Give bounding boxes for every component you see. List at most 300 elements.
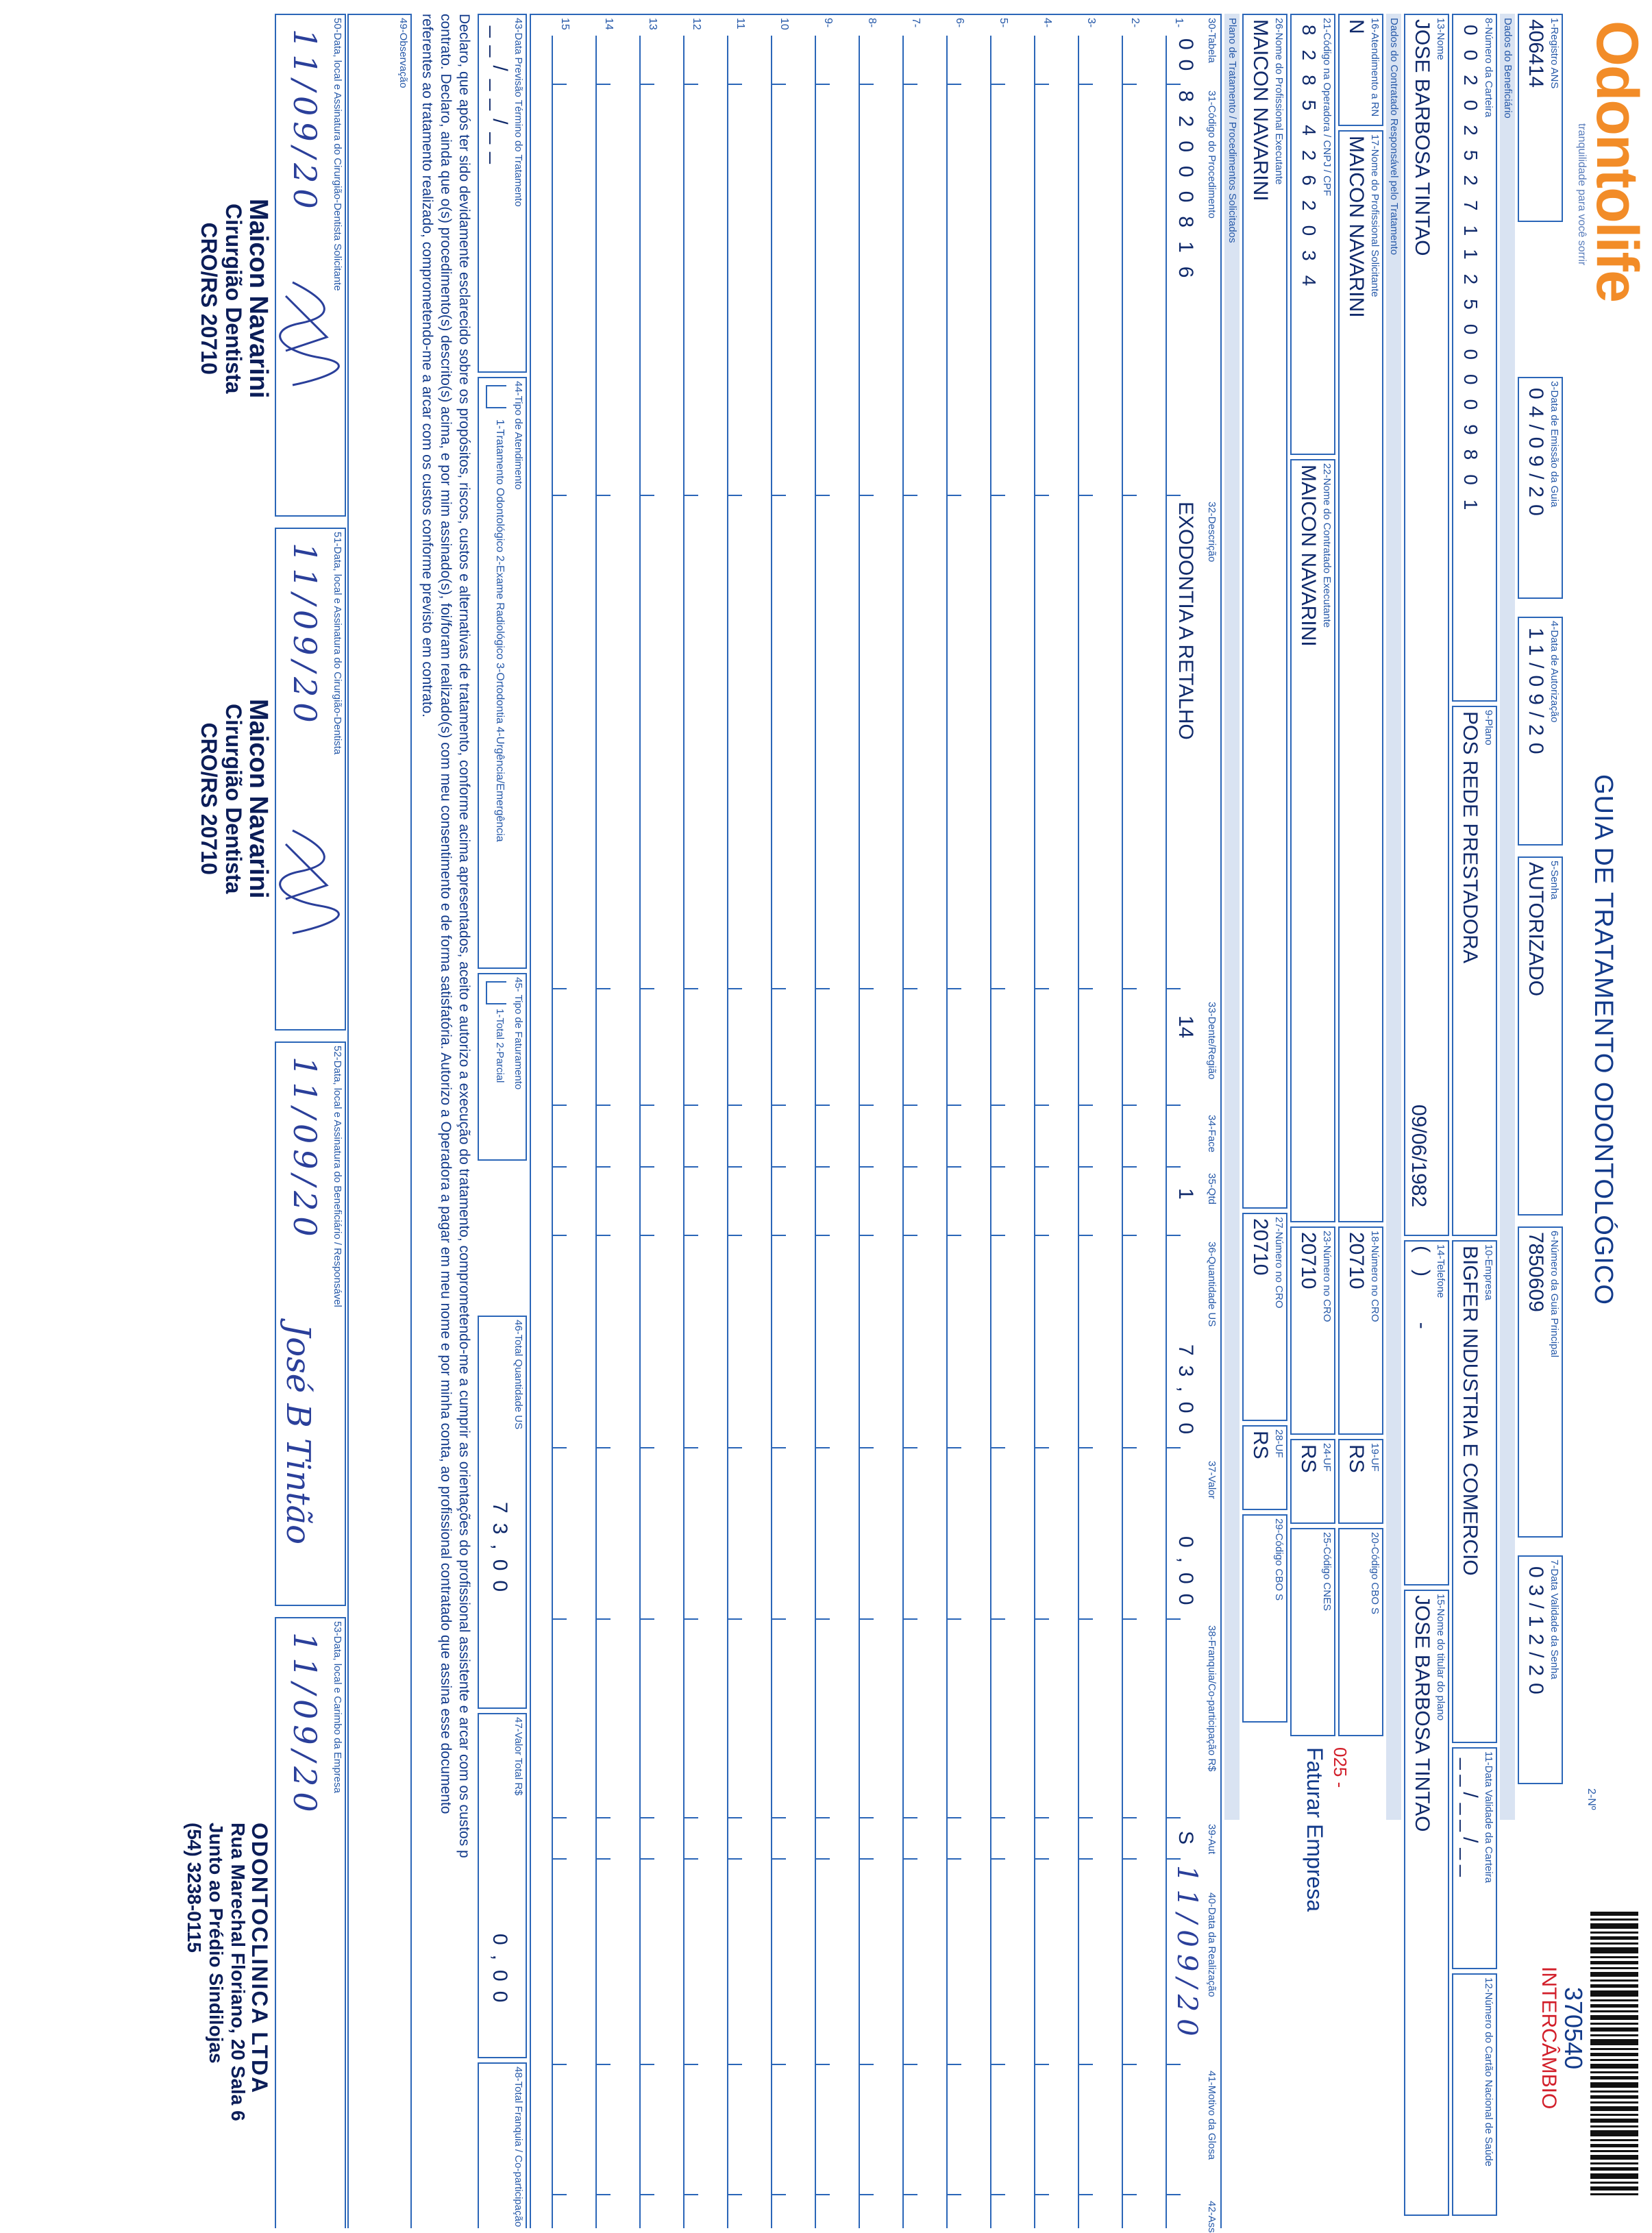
- cell-tick: [815, 84, 830, 85]
- cell-tick: [859, 1235, 874, 1236]
- cell-tick: [771, 1858, 786, 1860]
- signature-53: 53-Data, local e Carimbo da Empresa 11/09/20: [275, 1617, 346, 2228]
- cell-tick: [902, 1858, 917, 1860]
- cell-tick: [683, 2064, 698, 2065]
- cell-tick: [1078, 2064, 1093, 2065]
- cell-tick: [1078, 495, 1093, 496]
- hdr-ass: 42-Ass: [1206, 2201, 1218, 2233]
- table-row: [981, 15, 1024, 2228]
- cell-tick: [595, 84, 611, 85]
- row-number: 9-: [822, 18, 834, 28]
- row-underline: [1034, 36, 1035, 2228]
- signature-52: 52-Data, local e Assinatura do Beneficiário / Responsável 11/09/20 José B Tintão: [275, 1041, 346, 1606]
- cell-tick: [1166, 1817, 1181, 1818]
- cell-tick: [1078, 988, 1093, 989]
- row-underline: [815, 36, 816, 2228]
- field-total-us: 46-Total Quantidade US 73,00: [478, 1316, 527, 1709]
- data-autorizacao-value: 11/09/20: [1525, 628, 1547, 761]
- cell-tick: [727, 1858, 742, 1860]
- cell-tick: [859, 2194, 874, 2195]
- table-row: [717, 15, 761, 2228]
- cell-tick: [990, 1858, 1005, 1860]
- termino-value: __/__/__: [489, 26, 511, 172]
- cell-tick: [990, 1447, 1005, 1448]
- cell-tick: [946, 1817, 961, 1818]
- note-code: 025 -: [1330, 1747, 1351, 1788]
- stamp-1-cro: CRO/RS 20710: [197, 222, 221, 375]
- cell-tick: [683, 1166, 698, 1168]
- hdr-glosa: 41-Motivo da Glosa: [1206, 2071, 1218, 2160]
- cell-tick: [815, 1166, 830, 1168]
- hdr-face: 34-Face: [1206, 1115, 1218, 1153]
- rn-value: N: [1345, 19, 1368, 34]
- cell-tick: [595, 1858, 611, 1860]
- field-senha: 5-Senha AUTORIZADO: [1518, 856, 1563, 1216]
- clinic-stamp: [183, 1823, 271, 2121]
- barcode-icon: [1590, 1912, 1638, 2199]
- field-cro3: 27-Número no CRO 20710: [1242, 1213, 1287, 1421]
- field-termino: 43-Data Previsão Término do Tratamento __/__/__: [478, 14, 527, 373]
- field-uf3: 28-UF RS: [1242, 1425, 1287, 1510]
- row-underline: [990, 36, 991, 2228]
- cell-tick: [595, 1817, 611, 1818]
- field-cnes: 25-Código CNES: [1290, 1528, 1335, 1736]
- field-cbo3: 29-Código CBO S: [1242, 1514, 1287, 1723]
- cell-tick: [1166, 1235, 1181, 1236]
- cell-tick: [1122, 2064, 1137, 2065]
- cell-tick: [990, 1166, 1005, 1168]
- table-row: [630, 15, 674, 2228]
- cell-tick: [1166, 2194, 1181, 2195]
- row-number: 11: [735, 18, 746, 29]
- cell-tick: [946, 988, 961, 989]
- cell-tick: [1034, 1235, 1049, 1236]
- validade-senha-value: 03/12/20: [1525, 1566, 1547, 1701]
- cell-tick: [1078, 84, 1093, 85]
- cell-tick: [1122, 1618, 1137, 1620]
- cell-tick: [683, 2194, 698, 2195]
- cell-tick: [946, 1618, 961, 1620]
- row-underline: [1166, 36, 1167, 2228]
- cell-tick: [859, 1105, 874, 1106]
- cell-tick: [990, 2064, 1005, 2065]
- row-number: 8-: [866, 18, 878, 28]
- cell-tick: [639, 84, 654, 85]
- cell-tick: [595, 1447, 611, 1448]
- cell-tick: [552, 2064, 567, 2065]
- row-number: 12: [691, 18, 702, 30]
- cell-tick: [946, 1858, 961, 1860]
- cell-tick: [1166, 1618, 1181, 1620]
- cell-tick: [1034, 1166, 1049, 1168]
- hdr-franquia: 38-Franquia/Co-participação R$: [1206, 1625, 1218, 1772]
- cell-tick: [815, 2064, 830, 2065]
- cell-tick: [727, 1447, 742, 1448]
- procedures-header-row: [1200, 15, 1220, 2233]
- cell-tick: [1166, 1447, 1181, 1448]
- cell-tick: [990, 1817, 1005, 1818]
- row1-tabela: 00: [1174, 38, 1197, 81]
- prof-solicitante-value: MAICON NAVARINI: [1345, 136, 1368, 318]
- field-franquia-total: 48-Total Franquia / Co-participação: [478, 2062, 527, 2228]
- logo: [1571, 21, 1650, 377]
- cell-tick: [990, 1618, 1005, 1620]
- stamp-2-role: Cirurgião Dentista: [221, 704, 246, 894]
- cell-tick: [1122, 1166, 1137, 1168]
- cell-tick: [595, 1618, 611, 1620]
- cell-tick: [552, 1858, 567, 1860]
- cell-tick: [1122, 1858, 1137, 1860]
- field-cnpj: 21-Código na Operadora / CNPJ / CPF 82854262034: [1290, 14, 1335, 455]
- cell-tick: [552, 1618, 567, 1620]
- tipo-faturamento-checkbox[interactable]: [486, 981, 506, 1004]
- row1-codigo: 82000816: [1174, 90, 1197, 292]
- stamp-1-role: Cirurgião Dentista: [221, 203, 246, 394]
- table-row: [893, 15, 937, 2228]
- field-guia-principal: 6-Número da Guia Principal 7850609: [1518, 1226, 1563, 1538]
- cell-tick: [639, 1817, 654, 1818]
- table-row: [937, 15, 981, 2228]
- cell-tick: [1034, 1858, 1049, 1860]
- cell-tick: [859, 1618, 874, 1620]
- cell-tick: [815, 2194, 830, 2195]
- cro2-value: 20710: [1297, 1232, 1320, 1290]
- cell-tick: [552, 988, 567, 989]
- field-executante: 26-Nome do Profissional Executante MAICON NAVARINI: [1242, 14, 1287, 1209]
- cell-tick: [683, 1105, 698, 1106]
- cell-tick: [815, 1447, 830, 1448]
- cell-tick: [552, 84, 567, 85]
- row-underline: [946, 36, 948, 2228]
- note-faturar: Faturar Empresa: [1303, 1747, 1327, 1912]
- cell-tick: [771, 84, 786, 85]
- cell-tick: [1166, 1105, 1181, 1106]
- cell-tick: [771, 1166, 786, 1168]
- row-underline: [595, 36, 597, 2228]
- cell-tick: [1166, 2064, 1181, 2065]
- s53-date: 11/09/20: [286, 1632, 323, 1818]
- field-cro: 18-Número no CRO 20710: [1338, 1226, 1383, 1435]
- cell-tick: [727, 2064, 742, 2065]
- cell-tick: [1034, 2194, 1049, 2195]
- cell-tick: [595, 988, 611, 989]
- cell-tick: [727, 1235, 742, 1236]
- cell-tick: [683, 1235, 698, 1236]
- cell-tick: [946, 1166, 961, 1168]
- cell-tick: [1166, 1166, 1181, 1168]
- clinic-address-2: Junto ao Prédio Sindilojas: [206, 1823, 227, 2064]
- cell-tick: [727, 2194, 742, 2195]
- field-valor-total: 47-Valor Total R$ 0,00: [478, 1713, 527, 2058]
- contratado-value: MAICON NAVARINI: [1297, 465, 1320, 647]
- field-rn: 16-Atendimento a RN N: [1338, 14, 1383, 126]
- cell-tick: [946, 1235, 961, 1236]
- row-underline: [859, 36, 860, 2228]
- cro-value: 20710: [1345, 1232, 1368, 1290]
- clinic-address-1: Rua Marechal Floriano, 20 Sala 6: [227, 1823, 249, 2121]
- tipo-faturamento-options: 1-Total 2-Parcial: [494, 1009, 506, 1083]
- cell-tick: [946, 495, 961, 496]
- row-number: 2-: [1129, 18, 1141, 28]
- cell-tick: [1078, 1235, 1093, 1236]
- s52-signature: José B Tintão: [279, 1324, 317, 1545]
- field-data-autorizacao: 4-Data de Autorização 11/09/20: [1518, 617, 1563, 846]
- executante-value: MAICON NAVARINI: [1249, 19, 1272, 201]
- empresa-value: BIGFER INDUSTRIA E COMERCIO: [1459, 1246, 1481, 1576]
- cell-tick: [990, 84, 1005, 85]
- cell-tick: [815, 495, 830, 496]
- field-cro2: 23-Número no CRO 20710: [1290, 1226, 1335, 1435]
- field-validade-senha: 7-Data Validade da Senha 03/12/20: [1518, 1555, 1563, 1784]
- cell-tick: [727, 1166, 742, 1168]
- table-row: [586, 15, 630, 2228]
- hdr-qtd: 35-Qtd: [1206, 1173, 1218, 1205]
- procedures-table: [530, 14, 1222, 2233]
- cell-tick: [1034, 84, 1049, 85]
- cell-tick: [1122, 1817, 1137, 1818]
- hdr-us: 36-Quantidade US: [1206, 1242, 1218, 1327]
- field-plano: 9-Plano POS REDE PRESTADORA: [1452, 706, 1497, 1236]
- nascimento-value: 09/06/1982: [1407, 1105, 1430, 1208]
- s50-date: 11/09/20: [286, 29, 323, 214]
- cell-tick: [552, 495, 567, 496]
- cell-tick: [552, 2194, 567, 2195]
- cell-tick: [1166, 988, 1181, 989]
- form-title: GUIA DE TRATAMENTO ODONTOLÓGICO: [1589, 774, 1618, 1305]
- cell-tick: [859, 1447, 874, 1448]
- cell-tick: [595, 1235, 611, 1236]
- carteira-value: 00202527112500009801: [1460, 25, 1481, 525]
- cell-tick: [946, 1105, 961, 1106]
- cell-tick: [1078, 1447, 1093, 1448]
- cell-tick: [1122, 988, 1137, 989]
- telefone-value: ( ) -: [1411, 1246, 1433, 1329]
- hdr-descricao: 32-Descrição: [1206, 502, 1218, 563]
- clinic-name: ODONTOCLINICA LTDA: [247, 1823, 272, 2095]
- cell-tick: [1078, 1105, 1093, 1106]
- declaration-line-1: Declaro, que após ter sido devidamente esclarecido sobre os propósitos, riscos, custos e alternativas de tratamento, conforme acima apresentados, aceito e autorizo a execução do tratamento, comprometendo-me a cumprir as orientações do profissional assistente e arcar com os custos p: [456, 14, 472, 1858]
- cell-tick: [595, 1166, 611, 1168]
- cell-tick: [815, 1105, 830, 1106]
- cell-tick: [902, 495, 917, 496]
- row1-us: 73,00: [1174, 1344, 1197, 1444]
- cell-tick: [771, 1105, 786, 1106]
- declaration-line-2: contrato. Declaro, ainda que o(s) procedimento(s) descrito(s) acima, e por mim assinado(s), foi/foram realizado(s) com meu consentimento e de forma satisfatória. Autorizo a Operadora a pagar em meu nome e por minha conta, ao profissional contratado que assina esse documento: [438, 14, 454, 1814]
- cell-tick: [902, 1447, 917, 1448]
- cell-tick: [1166, 1858, 1181, 1860]
- cell-tick: [639, 1858, 654, 1860]
- cell-tick: [1122, 495, 1137, 496]
- s51-date: 11/09/20: [286, 543, 323, 728]
- signature-scribble-icon: [278, 824, 341, 940]
- cell-tick: [771, 495, 786, 496]
- cell-tick: [639, 1105, 654, 1106]
- field-empresa: 10-Empresa BIGFER INDUSTRIA E COMERCIO: [1452, 1240, 1497, 1743]
- row1-qtd: 1: [1174, 1188, 1197, 1200]
- field-nome: 13-Nome JOSE BARBOSA TINTAO 09/06/1982: [1404, 14, 1449, 1236]
- tipo-atendimento-options: 1-Tratamento Odontológico 2-Exame Radiológico 3-Ortodontia 4-Urgência/Emergência: [494, 419, 506, 842]
- cell-tick: [683, 495, 698, 496]
- cell-tick: [639, 988, 654, 989]
- cell-tick: [1034, 988, 1049, 989]
- titular-value: JOSE BARBOSA TINTAO: [1411, 1595, 1433, 1832]
- cell-tick: [902, 988, 917, 989]
- cnpj-value: 82854262034: [1298, 25, 1320, 301]
- cell-tick: [1078, 2194, 1093, 2195]
- guide-number-label: 2-Nº: [1586, 1788, 1597, 1810]
- cell-tick: [552, 1447, 567, 1448]
- cell-tick: [946, 2064, 961, 2065]
- cell-tick: [990, 495, 1005, 496]
- table-row: [542, 15, 586, 2228]
- cell-tick: [1034, 1447, 1049, 1448]
- cell-tick: [727, 84, 742, 85]
- cell-tick: [1034, 1105, 1049, 1106]
- nome-value: JOSE BARBOSA TINTAO: [1411, 19, 1433, 256]
- validade-carteira-value: __/__/__: [1459, 1758, 1481, 1882]
- cell-tick: [727, 1618, 742, 1620]
- row-number: 5-: [998, 18, 1009, 28]
- cell-tick: [595, 1105, 611, 1106]
- cell-tick: [683, 1858, 698, 1860]
- declaration-line-3: referentes ao tratamento realizado, comprometendo-me a arcar com os custos conforme previsto em contrato.: [419, 14, 435, 718]
- table-row: [1024, 15, 1068, 2228]
- cell-tick: [771, 2194, 786, 2195]
- table-row: [1068, 15, 1112, 2228]
- cell-tick: [639, 1447, 654, 1448]
- cell-tick: [859, 495, 874, 496]
- row1-descricao: EXODONTIA A RETALHO: [1174, 502, 1197, 740]
- stamp-2-name: Maicon Navarini: [244, 699, 273, 899]
- cell-tick: [552, 1817, 567, 1818]
- cell-tick: [1166, 84, 1181, 85]
- cell-tick: [902, 1105, 917, 1106]
- table-row: [761, 15, 805, 2228]
- cell-tick: [595, 2194, 611, 2195]
- cell-tick: [683, 1618, 698, 1620]
- uf2-value: RS: [1297, 1444, 1320, 1473]
- cell-tick: [990, 988, 1005, 989]
- row-underline: [683, 36, 685, 2228]
- cell-tick: [639, 1235, 654, 1236]
- cell-tick: [595, 495, 611, 496]
- field-tipo-atendimento: 44-Tipo de Atendimento 1-Tratamento Odontológico 2-Exame Radiológico 3-Ortodontia 4-Urgência/Emergência: [478, 377, 527, 969]
- cell-tick: [859, 1166, 874, 1168]
- row-number: 4-: [1041, 18, 1053, 28]
- tipo-atendimento-checkbox[interactable]: [486, 385, 506, 408]
- cell-tick: [902, 1166, 917, 1168]
- field-validade-carteira: 11-Data Validade da Carteira __/__/__: [1452, 1747, 1497, 1969]
- row1-aut: S: [1174, 1831, 1197, 1845]
- cell-tick: [639, 1618, 654, 1620]
- row-number: 7-: [910, 18, 922, 28]
- cell-tick: [683, 988, 698, 989]
- cell-tick: [1034, 495, 1049, 496]
- dentist-stamp-1: [197, 199, 271, 398]
- cell-tick: [1034, 1817, 1049, 1818]
- row1-data: 11/09/20: [1171, 1865, 1203, 2043]
- cell-tick: [771, 1817, 786, 1818]
- cell-tick: [1078, 1618, 1093, 1620]
- cell-tick: [990, 1235, 1005, 1236]
- row-underline: [1078, 36, 1079, 2228]
- cell-tick: [1122, 2194, 1137, 2195]
- field-data-emissao: 3-Data de Emissão da Guia 04/09/20: [1518, 377, 1563, 599]
- row-number: 14: [603, 18, 615, 30]
- cell-tick: [683, 84, 698, 85]
- cell-tick: [1034, 2064, 1049, 2065]
- registro-ans-value: 406414: [1525, 19, 1547, 88]
- cell-tick: [552, 1166, 567, 1168]
- cell-tick: [902, 2064, 917, 2065]
- cell-tick: [815, 1817, 830, 1818]
- cell-tick: [1122, 1447, 1137, 1448]
- hdr-dente: 33-Dente/Região: [1206, 1002, 1218, 1080]
- row-underline: [1122, 36, 1123, 2228]
- field-titular: 15-Nome do titular do plano JOSE BARBOSA TINTAO: [1404, 1590, 1449, 2216]
- cell-tick: [815, 1618, 830, 1620]
- signature-51: 51-Data, local e Assinatura do Cirurgião-Dentista 11/09/20: [275, 528, 346, 1031]
- valor-total-value: 0,00: [489, 1934, 511, 2012]
- cell-tick: [859, 84, 874, 85]
- s52-date: 11/09/20: [286, 1057, 323, 1242]
- table-row: [849, 15, 893, 2228]
- cell-tick: [1078, 1858, 1093, 1860]
- table-row: [805, 15, 849, 2228]
- row-number: 6-: [954, 18, 965, 28]
- cell-tick: [946, 2194, 961, 2195]
- field-registro-ans: 1-Registro ANS 406414: [1518, 14, 1563, 222]
- field-cbo: 20-Código CBO S: [1338, 1528, 1383, 1736]
- guide-number: 370540: [1559, 1987, 1588, 2070]
- row-underline: [552, 36, 553, 2228]
- cell-tick: [902, 1618, 917, 1620]
- row-underline: [639, 36, 641, 2228]
- cell-tick: [859, 988, 874, 989]
- cro3-value: 20710: [1249, 1218, 1272, 1276]
- cell-tick: [683, 1447, 698, 1448]
- field-uf2: 24-UF RS: [1290, 1439, 1335, 1524]
- cell-tick: [639, 495, 654, 496]
- row1-dente: 14: [1174, 1015, 1197, 1039]
- field-uf: 19-UF RS: [1338, 1439, 1383, 1524]
- table-row: [1112, 15, 1156, 2228]
- cell-tick: [552, 1235, 567, 1236]
- cell-tick: [552, 1105, 567, 1106]
- row-number: 3-: [1085, 18, 1097, 28]
- signature-50: 50-Data, local e Assinatura do Cirurgião-Dentista Solicitante 11/09/20: [275, 14, 346, 517]
- cell-tick: [990, 1105, 1005, 1106]
- cell-tick: [771, 988, 786, 989]
- uf3-value: RS: [1249, 1431, 1272, 1459]
- guide-type: INTERCÂMBIO: [1538, 1966, 1560, 2110]
- cell-tick: [683, 1817, 698, 1818]
- logo-slogan: tranquilidade para você sorrir: [1576, 123, 1588, 266]
- field-observacao: 49-Observação: [347, 14, 412, 2228]
- cell-tick: [639, 2064, 654, 2065]
- cell-tick: [815, 1858, 830, 1860]
- section-contratado: Dados do Contratado Responsável pelo Tratamento: [1386, 14, 1401, 1820]
- cell-tick: [902, 84, 917, 85]
- clinic-phone: (54) 3238-0115: [184, 1823, 205, 1953]
- declaration-text: [418, 14, 473, 2227]
- cell-tick: [771, 1447, 786, 1448]
- cell-tick: [595, 2064, 611, 2065]
- cell-tick: [902, 1817, 917, 1818]
- cell-tick: [815, 988, 830, 989]
- guia-principal-value: 7850609: [1525, 1232, 1547, 1312]
- cell-tick: [639, 2194, 654, 2195]
